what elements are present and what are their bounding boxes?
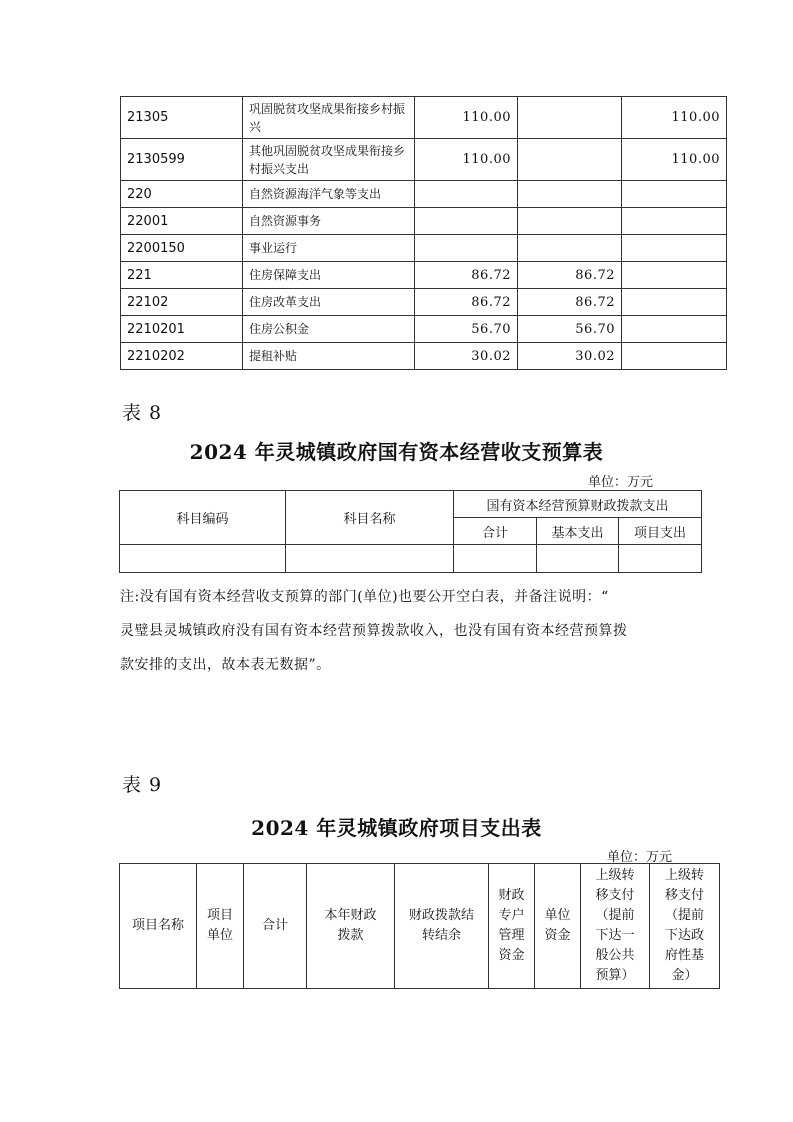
table9-header-cell: 项目名称 — [120, 864, 197, 989]
table-row — [121, 235, 727, 262]
subject-name-cell: 提租补贴 — [243, 343, 415, 370]
project-expense-cell — [622, 235, 727, 262]
table8-empty-cell — [619, 545, 702, 573]
table8-empty-cell — [537, 545, 619, 573]
table8-label: 表 8 — [122, 402, 163, 424]
subject-name-cell: 住房公积金 — [243, 316, 415, 343]
table8-empty-cell — [454, 545, 537, 573]
subject-code-cell: 220 — [121, 181, 243, 208]
budget-continuation-table — [120, 96, 727, 370]
table-row — [121, 181, 727, 208]
table9-header-cell: 单位 资金 — [535, 864, 581, 989]
note-line: 灵璧县灵城镇政府没有国有资本经营预算拨款收入，也没有国有资本经营预算拨 — [120, 623, 628, 639]
table9-unit: 单位：万元 — [607, 850, 673, 865]
table8-title: 2024 年灵城镇政府国有资本经营收支预算表 — [189, 440, 604, 464]
subject-name-cell: 自然资源事务 — [243, 208, 415, 235]
subject-code-cell: 22001 — [121, 208, 243, 235]
table8-header-total: 合计 — [454, 518, 537, 545]
project-expense-cell — [622, 208, 727, 235]
table9-header-cell: 合计 — [244, 864, 307, 989]
project-expense-cell — [622, 181, 727, 208]
table-row — [121, 316, 727, 343]
basic-expense-cell: 30.02 — [518, 343, 622, 370]
table8-empty-cell — [286, 545, 454, 573]
basic-expense-cell — [518, 181, 622, 208]
project-expense-cell — [622, 262, 727, 289]
table8-empty-cell — [120, 545, 286, 573]
table9-title: 2024 年灵城镇政府项目支出表 — [251, 816, 542, 840]
total-cell: 30.02 — [415, 343, 518, 370]
subject-name-cell: 自然资源海洋气象等支出 — [243, 181, 415, 208]
basic-expense-cell — [518, 235, 622, 262]
table8-header-name: 科目名称 — [286, 491, 454, 545]
project-expense-cell — [622, 289, 727, 316]
basic-expense-cell — [518, 139, 622, 181]
total-cell: 86.72 — [415, 262, 518, 289]
subject-code-cell: 2130599 — [121, 139, 243, 181]
table8-header-basic: 基本支出 — [537, 518, 619, 545]
basic-expense-cell — [518, 208, 622, 235]
table9-header-cell: 财政拨款结 转结余 — [395, 864, 489, 989]
subject-name-cell: 事业运行 — [243, 235, 415, 262]
subject-name-cell: 住房改革支出 — [243, 289, 415, 316]
basic-expense-cell — [518, 97, 622, 139]
total-cell: 110.00 — [415, 97, 518, 139]
subject-name-cell: 住房保障支出 — [243, 262, 415, 289]
project-expense-cell — [622, 316, 727, 343]
table8-header-code: 科目编码 — [120, 491, 286, 545]
note-line: 款安排的支出，故本表无数据”。 — [120, 657, 331, 673]
subject-code-cell: 2210202 — [121, 343, 243, 370]
subject-code-cell: 2200150 — [121, 235, 243, 262]
subject-code-cell: 2210201 — [121, 316, 243, 343]
table8-header-group: 国有资本经营预算财政拨款支出 — [454, 491, 702, 518]
table9-header-cell: 本年财政 拨款 — [307, 864, 395, 989]
table-row — [121, 289, 727, 316]
table8-header-project: 项目支出 — [619, 518, 702, 545]
table-row — [121, 139, 727, 181]
project-expense-cell: 110.00 — [622, 97, 727, 139]
total-cell: 86.72 — [415, 289, 518, 316]
budget-table-body — [121, 97, 727, 370]
table8-grid — [119, 490, 702, 573]
subject-name-cell: 巩固脱贫攻坚成果衔接乡村振兴 — [243, 97, 415, 139]
basic-expense-cell: 56.70 — [518, 316, 622, 343]
table-row — [121, 97, 727, 139]
table8-note — [120, 582, 628, 680]
project-expense-cell — [622, 343, 727, 370]
table-row — [121, 208, 727, 235]
total-cell: 56.70 — [415, 316, 518, 343]
total-cell: 110.00 — [415, 139, 518, 181]
table-row — [121, 262, 727, 289]
total-cell — [415, 181, 518, 208]
table9-header-cell: 财政 专户 管理 资金 — [489, 864, 535, 989]
table9-header-cell: 上级转 移支付 （提前 下达政 府性基 金） — [650, 864, 720, 989]
basic-expense-cell: 86.72 — [518, 262, 622, 289]
subject-code-cell: 21305 — [121, 97, 243, 139]
table9-header-cell: 项目 单位 — [197, 864, 244, 989]
table9-grid — [119, 863, 720, 989]
total-cell — [415, 208, 518, 235]
table8-unit: 单位：万元 — [588, 475, 654, 490]
table-row — [121, 343, 727, 370]
note-line: 注:没有国有资本经营收支预算的部门(单位)也要公开空白表，并备注说明：“ — [120, 589, 609, 605]
basic-expense-cell: 86.72 — [518, 289, 622, 316]
project-expense-cell: 110.00 — [622, 139, 727, 181]
total-cell — [415, 235, 518, 262]
subject-name-cell: 其他巩固脱贫攻坚成果衔接乡村振兴支出 — [243, 139, 415, 181]
subject-code-cell: 221 — [121, 262, 243, 289]
subject-code-cell: 22102 — [121, 289, 243, 316]
table9-header-cell: 上级转 移支付 （提前 下达一 般公共 预算） — [581, 864, 650, 989]
table9-label: 表 9 — [122, 774, 163, 796]
